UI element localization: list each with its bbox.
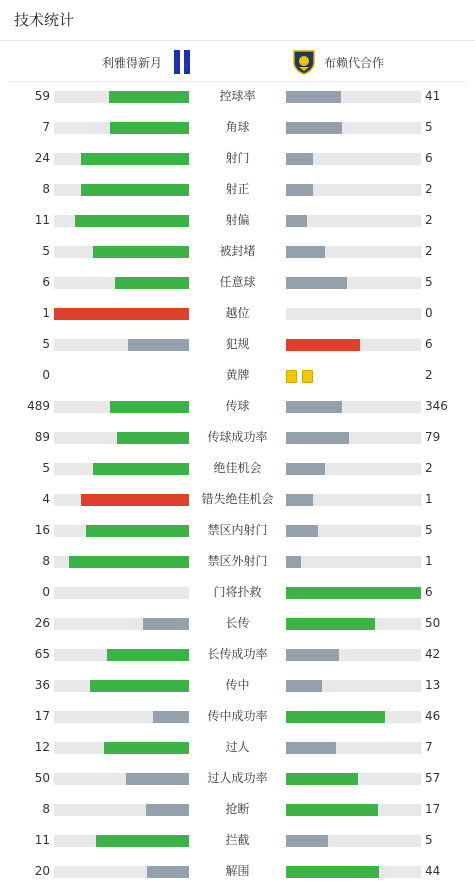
home-bar-track xyxy=(54,680,189,692)
home-bar-fill xyxy=(147,866,189,878)
home-bar-fill xyxy=(75,215,189,227)
home-bar-track xyxy=(54,246,189,258)
home-value: 8 xyxy=(42,181,50,196)
away-value: 79 xyxy=(425,429,441,444)
stat-label: 拦截 xyxy=(225,832,250,847)
away-bar-fill xyxy=(286,835,328,847)
home-bar-fill xyxy=(81,184,189,196)
stat-label: 任意球 xyxy=(219,274,256,289)
yellow-card-icon xyxy=(286,370,297,383)
home-bar-track xyxy=(54,649,189,661)
home-bar-track xyxy=(54,618,189,630)
home-bar-fill xyxy=(110,122,189,134)
home-bar-track xyxy=(54,184,189,196)
stat-label: 门将扑救 xyxy=(213,584,262,599)
stat-label: 禁区外射门 xyxy=(207,553,268,568)
stat-label: 射门 xyxy=(225,150,250,165)
stat-label: 解围 xyxy=(225,863,250,878)
stat-row xyxy=(0,81,475,112)
away-bar-track xyxy=(286,742,421,754)
away-bar-track xyxy=(286,680,421,692)
away-bar-fill xyxy=(286,618,375,630)
stat-row xyxy=(0,856,475,887)
away-value: 1 xyxy=(425,491,433,506)
home-value: 7 xyxy=(42,119,50,134)
home-value: 0 xyxy=(42,584,50,599)
stat-row xyxy=(0,391,475,422)
stat-label: 绝佳机会 xyxy=(213,460,262,475)
home-value: 6 xyxy=(42,274,50,289)
home-value: 489 xyxy=(27,398,50,413)
away-value: 57 xyxy=(425,770,441,785)
away-value: 5 xyxy=(425,274,433,289)
stat-label: 传中成功率 xyxy=(207,708,268,723)
home-bar-fill xyxy=(109,91,189,103)
home-bar-fill xyxy=(86,525,189,537)
away-bar-track xyxy=(286,463,421,475)
away-bar-fill xyxy=(286,401,342,413)
home-value: 8 xyxy=(42,553,50,568)
home-bar-track xyxy=(54,866,189,878)
away-bar-fill xyxy=(286,773,358,785)
stat-row xyxy=(0,143,475,174)
stat-label: 抢断 xyxy=(225,801,250,816)
al-taawoun-crest-icon xyxy=(292,48,316,76)
teams-header xyxy=(0,44,475,80)
home-bar-track xyxy=(54,587,189,599)
stat-row xyxy=(0,701,475,732)
away-bar-track xyxy=(286,866,421,878)
stat-row xyxy=(0,112,475,143)
stat-row xyxy=(0,205,475,236)
away-bar-track xyxy=(286,308,421,320)
away-bar-fill xyxy=(286,432,349,444)
home-bar-fill xyxy=(69,556,189,568)
home-bar-track xyxy=(54,463,189,475)
away-bar-fill xyxy=(286,339,360,351)
away-bar-fill xyxy=(286,122,342,134)
home-bar-track xyxy=(54,401,189,413)
stat-row xyxy=(0,298,475,329)
stats-list xyxy=(0,81,475,887)
away-bar-fill xyxy=(286,680,322,692)
away-bar-fill xyxy=(286,711,385,723)
away-bar-fill xyxy=(286,804,378,816)
away-bar-fill xyxy=(286,215,307,227)
away-value: 6 xyxy=(425,584,433,599)
home-bar-fill xyxy=(93,246,189,258)
stat-label: 传中 xyxy=(225,677,250,692)
away-bar-track xyxy=(286,215,421,227)
stat-label: 黄牌 xyxy=(225,367,250,382)
home-value: 20 xyxy=(34,863,50,878)
home-bar-track xyxy=(54,432,189,444)
away-yellow-cards xyxy=(286,370,318,383)
home-team[interactable] xyxy=(102,44,194,80)
home-bar-fill xyxy=(96,835,189,847)
home-value: 50 xyxy=(34,770,50,785)
stat-row xyxy=(0,546,475,577)
home-bar-fill xyxy=(110,401,189,413)
away-value: 17 xyxy=(425,801,441,816)
away-bar-track xyxy=(286,773,421,785)
away-value: 41 xyxy=(425,88,441,103)
stat-label: 越位 xyxy=(225,305,250,320)
stat-row xyxy=(0,639,475,670)
home-bar-track xyxy=(54,153,189,165)
home-bar-track xyxy=(54,308,189,320)
away-value: 42 xyxy=(425,646,441,661)
away-bar-fill xyxy=(286,184,313,196)
away-bar-fill xyxy=(286,649,339,661)
divider xyxy=(0,40,475,41)
stat-label: 过人 xyxy=(225,739,250,754)
home-bar-fill xyxy=(143,618,189,630)
home-bar-track xyxy=(54,804,189,816)
stat-row xyxy=(0,608,475,639)
away-team-name: 布赖代合作 xyxy=(324,55,385,70)
stat-row xyxy=(0,360,475,391)
away-value: 44 xyxy=(425,863,441,878)
home-bar-fill xyxy=(117,432,189,444)
away-bar-track xyxy=(286,122,421,134)
away-bar-fill xyxy=(286,587,421,599)
stat-row xyxy=(0,484,475,515)
away-value: 2 xyxy=(425,212,433,227)
stat-row xyxy=(0,329,475,360)
home-value: 59 xyxy=(34,88,50,103)
stat-label: 犯规 xyxy=(225,336,250,351)
away-value: 13 xyxy=(425,677,441,692)
home-value: 0 xyxy=(42,367,50,382)
away-bar-fill xyxy=(286,153,313,165)
away-bar-track xyxy=(286,91,421,103)
away-bar-fill xyxy=(286,494,313,506)
away-value: 5 xyxy=(425,119,433,134)
stat-label: 错失绝佳机会 xyxy=(201,491,274,506)
home-value: 16 xyxy=(34,522,50,537)
away-value: 2 xyxy=(425,367,433,382)
away-value: 2 xyxy=(425,243,433,258)
stat-label: 过人成功率 xyxy=(207,770,268,785)
away-value: 0 xyxy=(425,305,433,320)
al-hilal-crest-icon xyxy=(170,48,194,76)
away-bar-fill xyxy=(286,742,336,754)
home-bar-track xyxy=(54,742,189,754)
home-value: 5 xyxy=(42,243,50,258)
away-value: 5 xyxy=(425,522,433,537)
away-bar-track xyxy=(286,649,421,661)
home-value: 4 xyxy=(42,491,50,506)
stat-label: 被封堵 xyxy=(219,243,256,258)
away-bar-fill xyxy=(286,556,301,568)
home-bar-track xyxy=(54,525,189,537)
home-value: 1 xyxy=(42,305,50,320)
away-bar-track xyxy=(286,711,421,723)
away-value: 1 xyxy=(425,553,433,568)
home-bar-track xyxy=(54,773,189,785)
away-bar-fill xyxy=(286,866,379,878)
away-bar-track xyxy=(286,556,421,568)
stat-label: 角球 xyxy=(225,119,250,134)
home-bar-track xyxy=(54,277,189,289)
stat-label: 长传成功率 xyxy=(207,646,268,661)
away-value: 5 xyxy=(425,832,433,847)
away-bar-track xyxy=(286,246,421,258)
home-bar-fill xyxy=(146,804,189,816)
home-bar-fill xyxy=(104,742,189,754)
home-bar-track xyxy=(54,711,189,723)
home-bar-fill xyxy=(107,649,189,661)
home-value: 5 xyxy=(42,460,50,475)
stat-row xyxy=(0,174,475,205)
home-value: 65 xyxy=(34,646,50,661)
home-bar-track xyxy=(54,556,189,568)
home-bar-fill xyxy=(81,153,189,165)
home-value: 36 xyxy=(34,677,50,692)
home-bar-fill xyxy=(93,463,189,475)
home-team-name: 利雅得新月 xyxy=(102,55,163,70)
away-bar-track xyxy=(286,494,421,506)
stat-label: 射偏 xyxy=(225,212,250,227)
home-bar-fill xyxy=(153,711,189,723)
home-value: 17 xyxy=(34,708,50,723)
away-bar-track xyxy=(286,401,421,413)
stat-row xyxy=(0,670,475,701)
home-bar-fill xyxy=(128,339,189,351)
away-bar-fill xyxy=(286,463,325,475)
stat-label: 传球成功率 xyxy=(207,429,268,444)
away-bar-track xyxy=(286,277,421,289)
away-value: 6 xyxy=(425,336,433,351)
home-bar-fill xyxy=(115,277,189,289)
away-value: 2 xyxy=(425,460,433,475)
stat-label: 长传 xyxy=(225,615,250,630)
away-bar-track xyxy=(286,432,421,444)
home-value: 11 xyxy=(34,212,50,227)
away-bar-fill xyxy=(286,246,325,258)
home-bar-fill xyxy=(126,773,189,785)
stat-row xyxy=(0,453,475,484)
home-bar-track xyxy=(54,215,189,227)
home-bar-track xyxy=(54,122,189,134)
stat-row xyxy=(0,515,475,546)
away-value: 7 xyxy=(425,739,433,754)
home-value: 12 xyxy=(34,739,50,754)
stat-label: 射正 xyxy=(225,181,250,196)
home-bar-track xyxy=(54,835,189,847)
away-bar-track xyxy=(286,153,421,165)
home-bar-track xyxy=(54,339,189,351)
away-bar-fill xyxy=(286,277,347,289)
away-value: 346 xyxy=(425,398,448,413)
home-bar-track xyxy=(54,91,189,103)
home-bar-fill xyxy=(90,680,189,692)
home-value: 26 xyxy=(34,615,50,630)
stat-label: 禁区内射门 xyxy=(207,522,268,537)
stat-label: 传球 xyxy=(225,398,250,413)
away-value: 2 xyxy=(425,181,433,196)
home-value: 24 xyxy=(34,150,50,165)
stat-row xyxy=(0,267,475,298)
home-bar-track xyxy=(54,494,189,506)
away-bar-track xyxy=(286,835,421,847)
away-bar-track xyxy=(286,618,421,630)
yellow-card-icon xyxy=(302,370,313,383)
home-value: 89 xyxy=(34,429,50,444)
stat-row xyxy=(0,236,475,267)
page-title: 技术统计 xyxy=(14,11,75,29)
stat-row xyxy=(0,422,475,453)
stat-row xyxy=(0,732,475,763)
away-bar-fill xyxy=(286,91,341,103)
away-bar-track xyxy=(286,804,421,816)
stat-row xyxy=(0,794,475,825)
away-bar-fill xyxy=(286,525,318,537)
away-value: 6 xyxy=(425,150,433,165)
stat-row xyxy=(0,825,475,856)
home-value: 11 xyxy=(34,832,50,847)
stat-row xyxy=(0,763,475,794)
stat-label: 控球率 xyxy=(219,88,256,103)
away-team[interactable] xyxy=(292,44,384,80)
away-bar-track xyxy=(286,587,421,599)
home-bar-fill xyxy=(81,494,189,506)
away-bar-track xyxy=(286,525,421,537)
away-value: 46 xyxy=(425,708,441,723)
away-bar-track xyxy=(286,184,421,196)
home-bar-fill xyxy=(54,308,189,320)
home-value: 5 xyxy=(42,336,50,351)
away-value: 50 xyxy=(425,615,441,630)
stat-row xyxy=(0,577,475,608)
away-bar-track xyxy=(286,339,421,351)
home-value: 8 xyxy=(42,801,50,816)
